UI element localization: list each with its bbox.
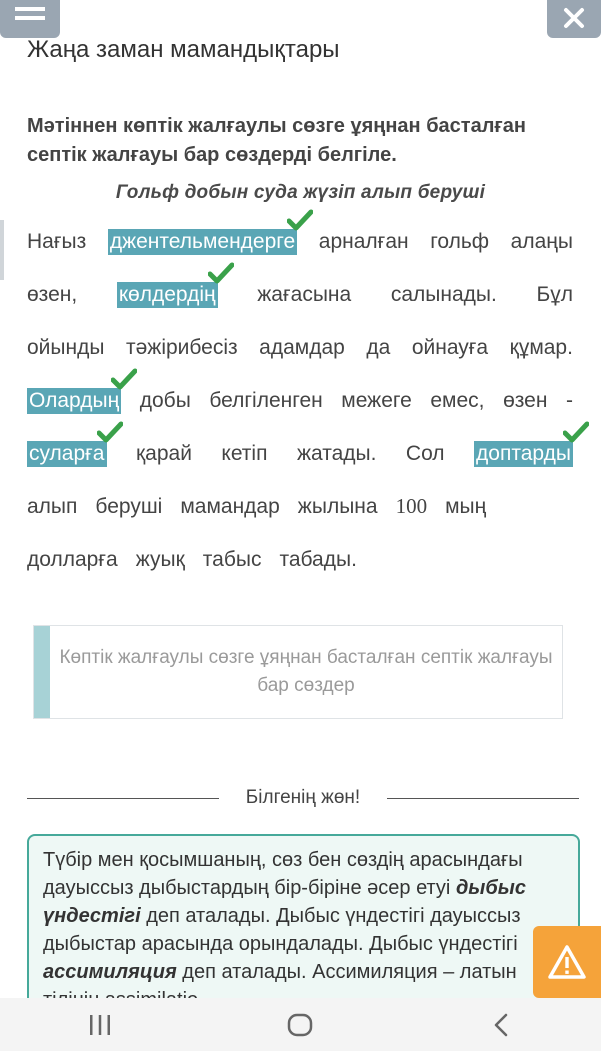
word[interactable]: - bbox=[565, 388, 573, 412]
divider-left bbox=[27, 798, 219, 799]
word[interactable]: адамдар bbox=[259, 335, 345, 359]
word[interactable]: кетіп bbox=[221, 441, 268, 465]
task-instruction: Мәтіннен көптік жалғаулы сөзге ұяңнан басталған септік жалғауы бар сөздерді белгіле. bbox=[27, 115, 526, 166]
text-paragraph bbox=[27, 215, 573, 586]
answer-box-label: Көптік жалғаулы сөзге ұяңнан басталған септік жалғауы бар сөздер bbox=[59, 647, 553, 696]
answer-drop-zone[interactable] bbox=[33, 625, 563, 719]
close-icon bbox=[563, 7, 585, 29]
word[interactable]: 100 bbox=[395, 494, 428, 518]
page-title: Жаңа заман мамандықтары bbox=[27, 36, 340, 63]
word[interactable]: ойынды bbox=[27, 335, 105, 359]
check-icon bbox=[97, 421, 123, 443]
word[interactable]: гольф bbox=[430, 229, 490, 253]
info-text: деп аталады. Ассимиляция – латын bbox=[182, 961, 517, 983]
word[interactable]: Сол bbox=[405, 441, 445, 465]
info-term: ассимиляция bbox=[43, 961, 177, 983]
check-icon bbox=[208, 262, 234, 284]
word[interactable]: құмар. bbox=[509, 335, 573, 359]
selected-word-text: джентельмендерге bbox=[109, 229, 296, 253]
back-button[interactable] bbox=[471, 1005, 531, 1045]
word[interactable]: ойнауға bbox=[411, 335, 489, 359]
selected-word-text: көлдердің bbox=[118, 282, 216, 306]
text-line bbox=[27, 427, 573, 480]
check-icon bbox=[287, 209, 313, 231]
text-line bbox=[27, 533, 573, 586]
text-line bbox=[27, 374, 573, 427]
divider-label: Білгенің жөн! bbox=[245, 787, 361, 808]
answer-box-accent bbox=[34, 626, 50, 718]
home-icon bbox=[287, 1013, 313, 1037]
home-button[interactable] bbox=[270, 1005, 330, 1045]
warning-icon bbox=[547, 944, 587, 980]
menu-icon bbox=[15, 7, 45, 29]
word[interactable]: арналған bbox=[318, 229, 409, 253]
word[interactable]: добы bbox=[139, 388, 191, 412]
info-term: дыбыс үндестігі bbox=[43, 877, 526, 927]
word[interactable]: мың bbox=[445, 494, 487, 518]
word[interactable]: беруші bbox=[95, 494, 163, 518]
close-button[interactable] bbox=[547, 0, 601, 38]
word[interactable]: алып bbox=[27, 494, 78, 518]
divider-right bbox=[387, 798, 579, 799]
word[interactable]: өзен, bbox=[27, 282, 78, 306]
side-accent bbox=[0, 220, 4, 280]
selected-word-text: доптарды bbox=[476, 441, 571, 465]
selected-word[interactable] bbox=[108, 229, 297, 255]
word[interactable]: Нағыз bbox=[27, 229, 87, 253]
system-nav-bar bbox=[0, 998, 601, 1051]
menu-button[interactable] bbox=[0, 0, 60, 38]
text-line bbox=[27, 215, 573, 268]
selected-word-text: суларға bbox=[29, 441, 105, 465]
check-icon bbox=[563, 421, 589, 443]
word[interactable]: мамандар bbox=[180, 494, 280, 518]
word[interactable]: емес, bbox=[430, 388, 485, 412]
recent-apps-icon bbox=[88, 1014, 112, 1036]
text-title: Гольф добын суда жүзіп алып беруші bbox=[115, 182, 486, 203]
back-icon bbox=[493, 1013, 509, 1037]
word[interactable]: өзен bbox=[503, 388, 548, 412]
text-line bbox=[27, 268, 573, 321]
word[interactable]: жуық bbox=[135, 547, 185, 571]
selected-word[interactable] bbox=[27, 441, 107, 467]
word[interactable]: белгіленген bbox=[209, 388, 323, 412]
info-text: деп аталады. Дыбыс үндестігі дауыссыз дыбыстар арасында орындалады. Дыбыс үндестігі bbox=[43, 905, 521, 955]
selected-word[interactable] bbox=[117, 282, 218, 308]
selected-word[interactable] bbox=[474, 441, 573, 467]
word[interactable]: жатады. bbox=[296, 441, 377, 465]
word[interactable]: қарай bbox=[135, 441, 192, 465]
word[interactable]: межеге bbox=[341, 388, 412, 412]
text-line bbox=[27, 321, 573, 374]
word[interactable]: салынады. bbox=[390, 282, 497, 306]
word[interactable]: жылына bbox=[297, 494, 378, 518]
word[interactable]: табады. bbox=[279, 547, 357, 571]
word[interactable]: долларға bbox=[27, 547, 118, 571]
info-text: Түбір мен қосымшаның, сөз бен сөздің арасындағы дауыссыз дыбыстардың бір-біріне әсер етуі bbox=[43, 849, 523, 899]
word[interactable]: алаңы bbox=[510, 229, 573, 253]
report-problem-button[interactable] bbox=[533, 926, 601, 998]
word[interactable]: да bbox=[366, 335, 391, 359]
word[interactable]: Бұл bbox=[536, 282, 573, 306]
word[interactable]: тәжірибесіз bbox=[125, 335, 238, 359]
recent-apps-button[interactable] bbox=[70, 1005, 130, 1045]
word[interactable]: табыс bbox=[202, 547, 262, 571]
text-line bbox=[27, 480, 573, 533]
word[interactable]: жағасына bbox=[257, 282, 352, 306]
check-icon bbox=[111, 368, 137, 390]
selected-word[interactable] bbox=[27, 388, 121, 414]
selected-word-text: Олардың bbox=[29, 388, 120, 412]
